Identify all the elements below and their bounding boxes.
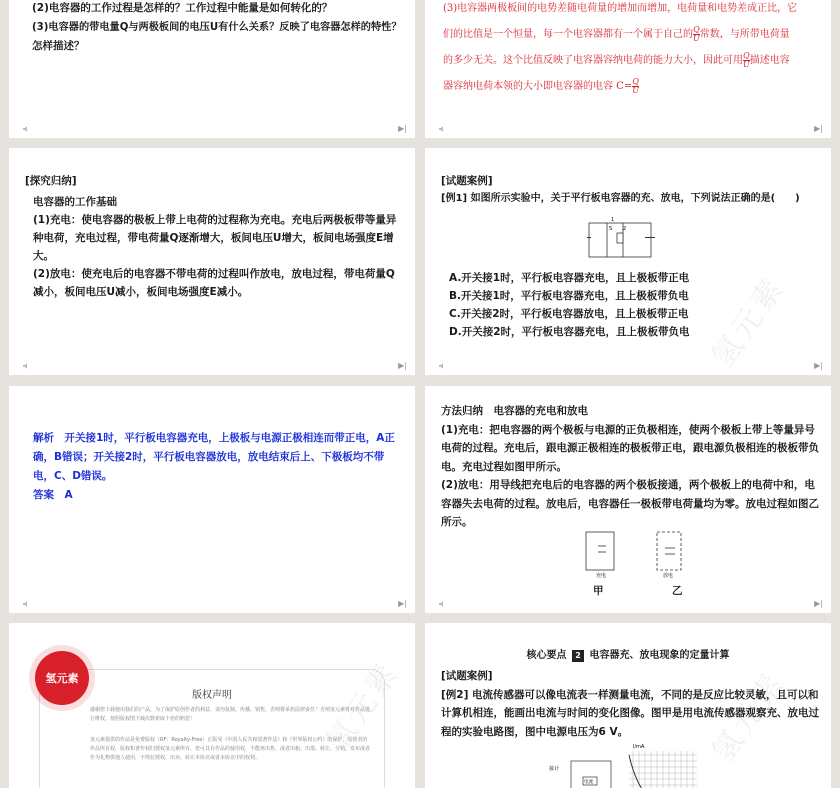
- copyright-card: [39, 669, 385, 788]
- copyright-paragraph: 氢元素提供的作品是免费版权（RF：Royalty-Free）正版受《中国人民共和国著作法》和《世界版权公约》的保护，原创者的作品所有权、版权和著作权归授权氢元素所有，您可具有作品的使用权，不能再出售、或者出租、出借、转让、分销、发布或者作为礼物供他人使用，不得拉授权、出卖、转让本协议或者本协议中的权利。: [90, 737, 371, 761]
- figure-label: 接计: [549, 766, 560, 772]
- option-c: C.开关接2时，平行板电容器放电，且上极板带正电: [449, 308, 689, 320]
- text-line: (3)电容器两极板间的电势差随电荷量的增加而增加，电荷量和电势差成正比，它: [443, 3, 798, 14]
- copyright-title: 版权声明: [192, 690, 232, 701]
- speaker-icon: [23, 126, 32, 132]
- text-line: 的多少无关。这个比值反映了电容器容纳电荷的能力大小，因此可用 $\frac{Q}{U}$ 描述电容: [443, 51, 790, 69]
- fraction: $\frac{Q}{U}$: [693, 25, 700, 43]
- next-slide-icon[interactable]: ▶|: [814, 124, 823, 133]
- figure-caption: 充电: [596, 573, 607, 579]
- slide-3[interactable]: [9, 148, 415, 375]
- text-line: (3)电容器的带电量Q与两极板间的电压U有什么关系？反映了电容器怎样的特性？: [32, 22, 402, 33]
- figure-label: 乙: [672, 585, 683, 597]
- slide-2[interactable]: [425, 0, 831, 138]
- paragraph: (2)放电：用导线把充电后的电容器的两个极板接通，两个极板上的电荷中和，电容器失去电荷的过程。放电后，电容器任一极板带电荷量均为零。放电过程如图乙所示。: [441, 479, 819, 528]
- next-slide-icon[interactable]: ▶|: [398, 361, 407, 370]
- paragraph: (1)充电：把电容器的两个极板与电源的正负极相连，使两个极板上带上等量异号电荷的过程。充电后，跟电源正极相连的极板带正电，跟电源负极相连的极板带负电。充电过程如图甲所示。: [441, 423, 819, 473]
- circuit-diagram: [585, 213, 655, 263]
- option-a: A.开关接1时，平行板电容器充电，且上极板带正电: [449, 272, 690, 284]
- circuit-label: 2: [623, 226, 627, 232]
- brand-badge: 氢元素: [35, 651, 89, 705]
- experiment-figure: [549, 741, 699, 788]
- speaker-icon: [439, 601, 448, 607]
- text-line: 器容纳电荷本领的大小即电容器的电容 C= $\frac{Q}{U}$: [443, 77, 639, 95]
- heading: 电容器的工作基础: [33, 196, 117, 208]
- next-slide-icon[interactable]: ▶|: [398, 599, 407, 608]
- slide-1[interactable]: [9, 0, 415, 138]
- speaker-icon: [23, 601, 32, 607]
- slide-6[interactable]: [425, 386, 831, 613]
- charge-circuit: [580, 528, 620, 580]
- paragraph: (2)放电：使充电后的电容器不带电荷的过程叫作放电，放电过程，带电荷量Q减小，板间电压U减小，板间电场强度E减小。: [33, 268, 395, 298]
- slide-7[interactable]: [9, 623, 415, 788]
- paragraph: (1)充电：使电容器的极板上带上电荷的过程称为充电。充电后两极板带等量异种电荷，充电过程，带电荷量Q逐渐增大，板间电压U增大，板间电场强度E增大。: [33, 214, 397, 262]
- slide-8[interactable]: [425, 623, 831, 788]
- text-line: 怎样描述？: [32, 40, 85, 52]
- next-slide-icon[interactable]: ▶|: [398, 124, 407, 133]
- circuit-label: 1: [611, 217, 615, 223]
- analysis-text: 解析 开关接1时，平行板电容器充电，上极板与电源正极相连而带正电，A正确，B错误；开关接2时，平行板电容器放电，放电结束后上、下极板均不带电，C、D错误。: [33, 432, 395, 482]
- next-slide-icon[interactable]: ▶|: [814, 361, 823, 370]
- circuit-label: S: [609, 226, 613, 232]
- discharge-circuit: [647, 528, 691, 580]
- section-tag: [试题案例]: [441, 175, 493, 187]
- watermark: 氢元素: [319, 655, 407, 759]
- watermark: 氢元素: [705, 665, 793, 769]
- option-b: B.开关接1时，平行板电容器充电，且上极板带负电: [449, 290, 689, 302]
- section-tag: [探究归纳]: [25, 175, 77, 187]
- slide-4[interactable]: [425, 148, 831, 375]
- section-tag: [试题案例]: [441, 670, 493, 682]
- option-d: D.开关接2时，平行板电容器充电，且上极板带负电: [449, 326, 690, 338]
- speaker-icon: [439, 363, 448, 369]
- speaker-icon: [23, 363, 32, 369]
- method-title: 方法归纳 电容器的充电和放电: [441, 405, 588, 417]
- copyright-paragraph: 感谢您下载使用我们的产品，为了保护原创作者的利益，请勿复制、传播、销售，否则将承担法律责任！否则氢元素将对作品进行维权，按照版权图下载次数索取十倍的赔偿！: [90, 707, 371, 722]
- section-title: 核心要点 2 电容器充、放电现象的定量计算: [526, 650, 730, 661]
- number-badge: 2: [572, 650, 584, 662]
- speaker-icon: [439, 126, 448, 132]
- question: [例2] 电流传感器可以像电流表一样测量电流，不同的是反应比较灵敏，且可以和计算机相连，能画出电流与时间的变化图像。图甲是用电流传感器观察充、放电过程的实验电路图，图中电源电压为6 V。: [441, 688, 819, 738]
- next-slide-icon[interactable]: ▶|: [814, 599, 823, 608]
- figure-label: 甲: [593, 585, 604, 597]
- graph-axis-label: I/mA: [633, 744, 645, 750]
- slide-5[interactable]: [9, 386, 415, 613]
- question: [例1] 如图所示实验中，关于平行板电容器的充、放电，下列说法正确的是( ): [441, 193, 800, 204]
- fraction: $\frac{Q}{U}$: [743, 51, 750, 69]
- text-line: (2)电容器的工作过程是怎样的？工作过程中能量是如何转化的？: [32, 2, 333, 14]
- answer-text: 答案 A: [33, 489, 73, 501]
- figure-caption: 放电: [663, 573, 674, 579]
- figure-label: 电流: [584, 780, 593, 785]
- watermark: 氢元素: [705, 270, 793, 374]
- fraction: $\frac{Q}{U}$: [632, 77, 639, 95]
- text-line: 们的比值是一个恒量，每一个电容器都有一个属于自己的 $\frac{Q}{U}$ 常数，与所带电荷量: [443, 25, 790, 43]
